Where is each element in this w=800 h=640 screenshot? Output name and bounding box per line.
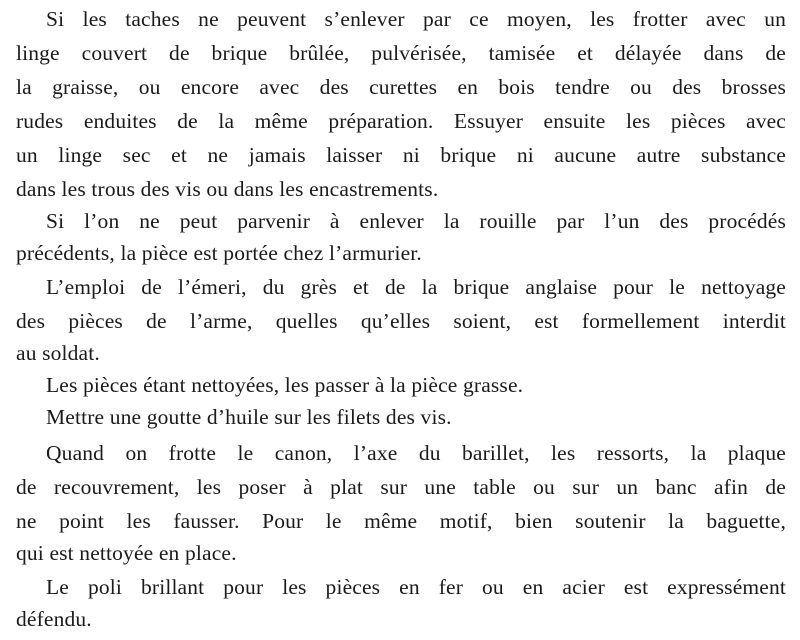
text-line: au soldat.	[16, 341, 100, 365]
text-line: linge couvert de brique brûlée, pulvérisée, tamisée et délayée dans de	[16, 41, 786, 65]
text-line: de recouvrement, les poser à plat sur une table ou sur un banc afin de	[16, 475, 786, 499]
text-line: qui est nettoyée en place.	[16, 541, 237, 565]
text-line: des pièces de l’arme, quelles qu’elles soient, est formellement interdit	[16, 309, 786, 333]
text-line: rudes enduites de la même préparation. Essuyer ensuite les pièces avec	[16, 109, 786, 133]
text-line: défendu.	[16, 607, 92, 631]
text-line: Le poli brillant pour les pièces en fer ou en acier est expressément	[46, 575, 786, 599]
text-line: Si les taches ne peuvent s’enlever par ce moyen, les frotter avec un	[46, 7, 786, 31]
text-line: Si l’on ne peut parvenir à enlever la rouille par l’un des procédés	[46, 209, 786, 233]
text-line: Quand on frotte le canon, l’axe du barillet, les ressorts, la plaque	[46, 441, 786, 465]
text-line: ne point les fausser. Pour le même motif, bien soutenir la baguette,	[16, 509, 786, 533]
text-line: la graisse, ou encore avec des curettes en bois tendre ou des brosses	[16, 75, 786, 99]
text-line: un linge sec et ne jamais laisser ni brique ni aucune autre substance	[16, 143, 786, 167]
text-line: Mettre une goutte d’huile sur les filets des vis.	[46, 405, 452, 429]
text-line: L’emploi de l’émeri, du grès et de la brique anglaise pour le nettoyage	[46, 275, 786, 299]
text-line: Les pièces étant nettoyées, les passer à la pièce grasse.	[46, 373, 524, 397]
text-line: dans les trous des vis ou dans les encastrements.	[16, 177, 439, 201]
text-line: précédents, la pièce est portée chez l’armurier.	[16, 241, 422, 265]
